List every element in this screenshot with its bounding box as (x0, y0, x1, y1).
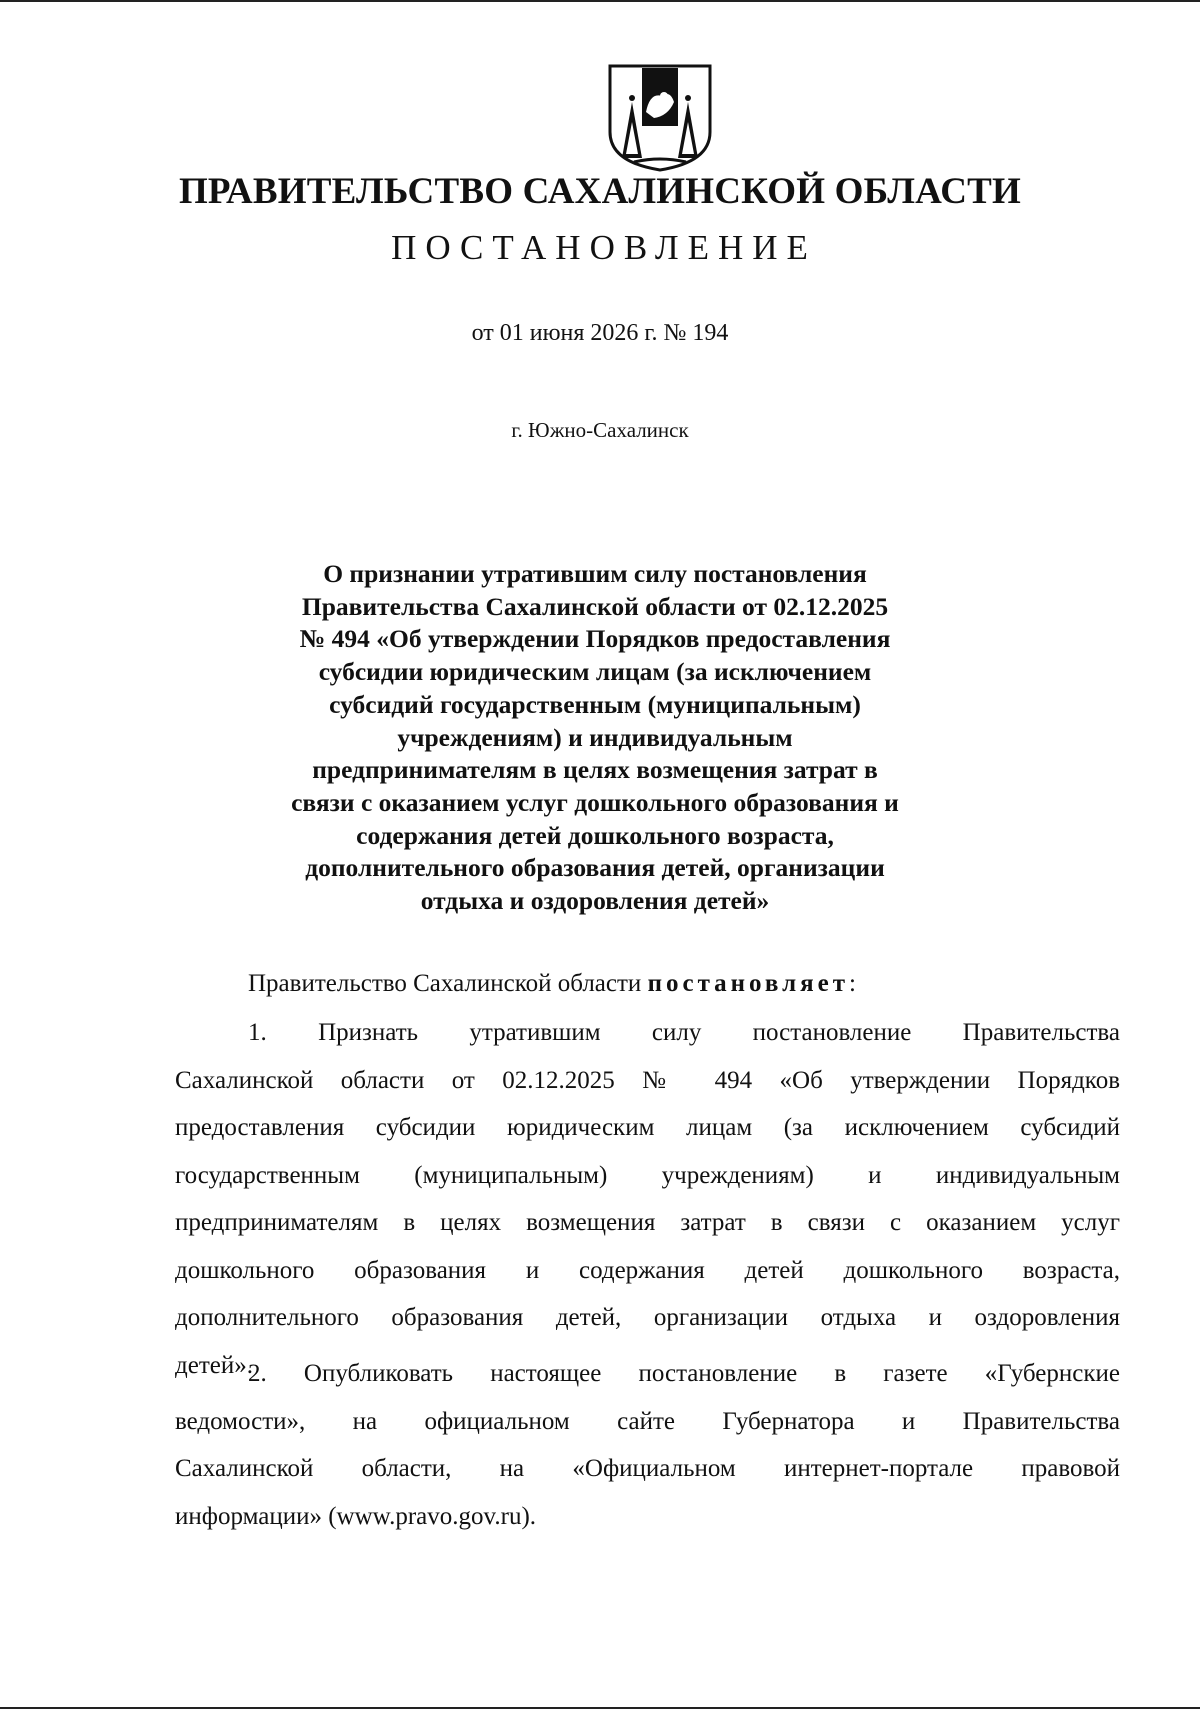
heading-line: Правительства Сахалинской области от 02.12.2025 (301, 591, 889, 621)
heading-line: № 494 «Об утверждении Порядков предоставления (299, 624, 891, 654)
paragraph-line: дополнительного образования детей, организации отдыха и оздоровления (175, 1304, 1120, 1331)
city-name: г. Южно-Сахалинск (511, 418, 689, 442)
heading-line: дополнительного образования детей, организации (305, 853, 885, 883)
paragraph-line: государственным (муниципальным) учреждениям) и индивидуальным (175, 1161, 1120, 1189)
heading-line: субсидии юридическим лицам (за исключением (318, 657, 872, 687)
document-type: ПОСТАНОВЛЕНИЕ (391, 228, 817, 267)
paragraph-line: информации» (www.pravo.gov.ru). (175, 1502, 537, 1530)
heading-line: содержания детей дошкольного возраста, (356, 820, 834, 850)
heading-line: предпринимателям в целях возмещения затрат в (312, 755, 878, 785)
paragraph-line: 2. Опубликовать настоящее постановление в газете «Губернские (248, 1360, 1120, 1387)
heading-line: отдыха и оздоровления детей» (420, 886, 770, 916)
paragraph-line: детей». (175, 1351, 253, 1379)
government-title: ПРАВИТЕЛЬСТВО САХАЛИНСКОЙ ОБЛАСТИ (178, 171, 1022, 212)
paragraph-1 (175, 1009, 1120, 1389)
coat-of-arms-icon (604, 62, 716, 172)
document-heading (260, 558, 930, 918)
paragraph-line: ведомости», на официальном сайте Губернатора и Правительства (175, 1407, 1120, 1435)
paragraph-line: Сахалинской области от 02.12.2025 № 494 «Об утверждении Порядков (175, 1066, 1120, 1094)
top-border (0, 0, 1200, 2)
heading-line: связи с оказанием услуг дошкольного образования и (291, 787, 899, 817)
paragraph-line: Сахалинской области, на «Официальном интернет-портале правовой (175, 1455, 1120, 1482)
bottom-border (0, 1707, 1200, 1709)
paragraph-2 (175, 1350, 1120, 1540)
intro-suffix: : (849, 970, 856, 997)
paragraph-line: предпринимателям в целях возмещения затрат в связи с оказанием услуг (175, 1209, 1120, 1236)
paragraph-line: 1. Признать утратившим силу постановление Правительства (248, 1019, 1120, 1046)
resolution-intro (248, 960, 1120, 1008)
paragraph-line: предоставления субсидии юридическим лицам (за исключением субсидий (175, 1114, 1120, 1141)
heading-line: субсидий государственным (муниципальным) (329, 689, 861, 719)
heading-line: учреждениям) и индивидуальным (397, 722, 793, 752)
date-and-number: от 01 июня 2026 г. № 194 (471, 320, 729, 346)
intro-text: Правительство Сахалинской области (248, 970, 648, 997)
paragraph-line: дошкольного образования и содержания детей дошкольного возраста, (175, 1256, 1120, 1284)
intro-emphasis: постановляет (647, 970, 850, 997)
heading-line: О признании утратившим силу постановления (323, 559, 867, 588)
